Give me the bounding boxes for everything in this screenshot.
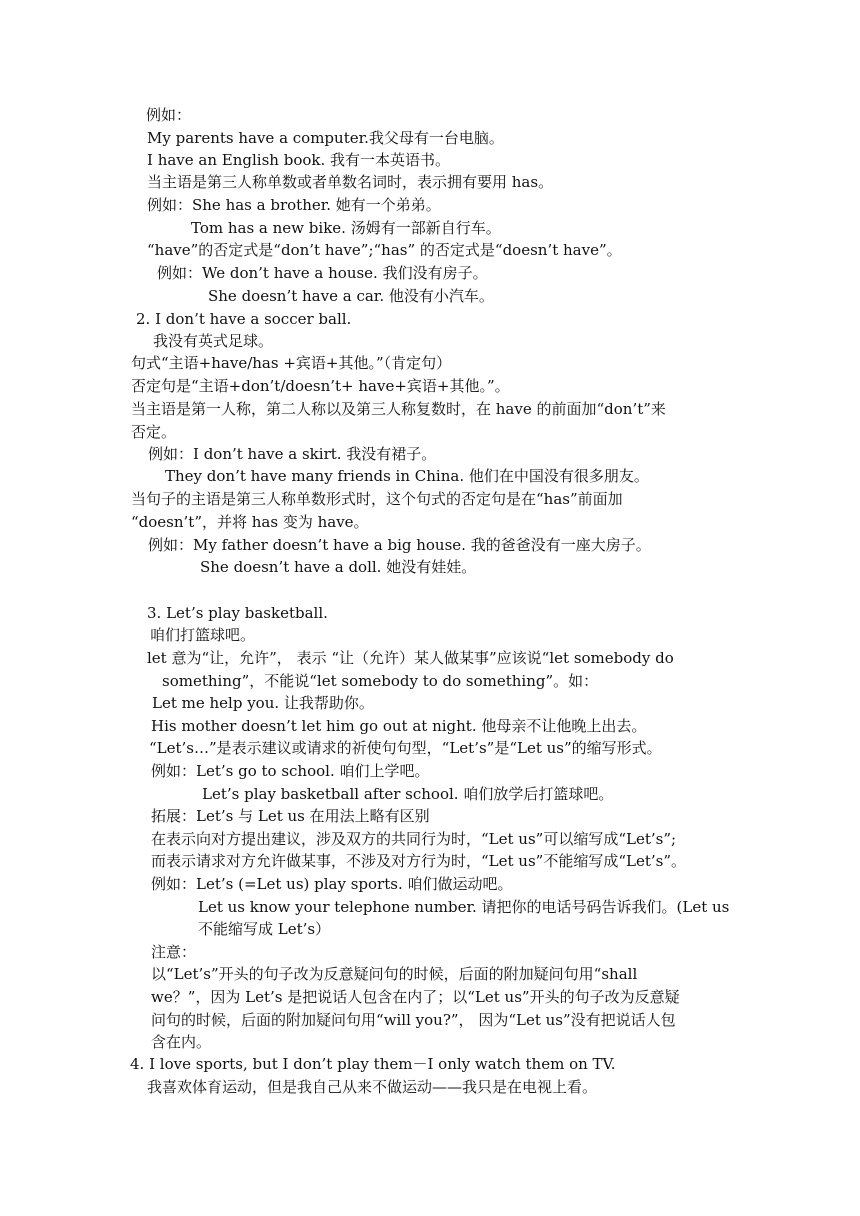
text-line: 拓展：Let’s 与 Let us 在用法上略有区别 bbox=[151, 807, 430, 825]
text-line: 2. I don’t have a soccer ball. bbox=[136, 310, 352, 328]
text-line: 当主语是第三人称单数或者单数名词时，表示拥有要用 has。 bbox=[147, 173, 554, 191]
text-line: 我喜欢体育运动，但是我自己从来不做运动——我只是在电视上看。 bbox=[147, 1078, 598, 1096]
text-line: 例如：We don’t have a house. 我们没有房子。 bbox=[157, 264, 488, 282]
text-line: 我没有英式足球。 bbox=[153, 332, 274, 350]
text-line: Let’s play basketball after school. 咱们放学后打篮球吧。 bbox=[202, 785, 614, 803]
text-line: They don’t have many friends in China. 他们在中国没有很多朋友。 bbox=[165, 467, 649, 485]
text-line: 注意： bbox=[151, 943, 197, 961]
text-line: 而表示请求对方允许做某事，不涉及对方行为时，“Let us”不能缩写成“Let’s”。 bbox=[151, 852, 687, 870]
text-line: 咱们打篮球吧。 bbox=[150, 626, 256, 644]
text-line: His mother doesn’t let him go out at night. 他母亲不让他晚上出去。 bbox=[151, 717, 647, 735]
text-line: She doesn’t have a car. 他没有小汽车。 bbox=[208, 287, 494, 305]
text-line: Let us know your telephone number. 请把你的电话号码告诉我们。(Let us bbox=[198, 898, 730, 916]
text-line: 含在内。 bbox=[151, 1033, 212, 1051]
text-line: Tom has a new bike. 汤姆有一部新自行车。 bbox=[191, 219, 501, 237]
text-line: 3. Let’s play basketball. bbox=[147, 604, 328, 622]
text-line: 在表示向对方提出建议，涉及双方的共同行为时，“Let us”可以缩写成“Let’s”; bbox=[151, 830, 677, 848]
text-line: I have an English book. 我有一本英语书。 bbox=[147, 151, 451, 169]
text-line: My parents have a computer.我父母有一台电脑。 bbox=[147, 129, 504, 147]
text-line: 当主语是第一人称，第二人称以及第三人称复数时，在 have 的前面加“don’t”来 bbox=[131, 400, 666, 418]
text-line: 例如：I don’t have a skirt. 我没有裙子。 bbox=[148, 445, 437, 463]
text-line: “have”的否定式是“don’t have”;“has” 的否定式是“doesn’t have”。 bbox=[147, 241, 622, 259]
text-line: let 意为“让，允许”， 表示 “让（允许）某人做某事”应该说“let somebody do bbox=[147, 649, 674, 667]
text-line: 否定。 bbox=[131, 423, 177, 441]
text-line: 4. I love sports, but I don’t play them－I only watch them on TV. bbox=[130, 1055, 616, 1073]
text-line: 不能缩写成 Let’s） bbox=[198, 920, 331, 938]
text-line: we？”，因为 Let’s 是把说话人包含在内了；以“Let us”开头的句子改为反意疑 bbox=[151, 988, 680, 1006]
text-line: “doesn’t”，并将 has 变为 have。 bbox=[131, 513, 369, 531]
text-line: something”，不能说“let somebody to do something”。如： bbox=[162, 672, 599, 690]
text-line: 例如：She has a brother. 她有一个弟弟。 bbox=[147, 196, 441, 214]
text-line: 当句子的主语是第三人称单数形式时，这个句式的否定句是在“has”前面加 bbox=[131, 490, 623, 508]
text-line: She doesn’t have a doll. 她没有娃娃。 bbox=[200, 558, 477, 576]
text-line: 例如：Let’s go to school. 咱们上学吧。 bbox=[151, 762, 430, 780]
text-line: 例如：Let’s (=Let us) play sports. 咱们做运动吧。 bbox=[151, 875, 513, 893]
text-line: 以“Let’s”开头的句子改为反意疑问句的时候，后面的附加疑问句用“shall bbox=[151, 965, 638, 983]
text-line: “Let’s…”是表示建议或请求的祈使句句型，“Let’s”是“Let us”的缩写形式。 bbox=[149, 739, 662, 757]
text-line: 句式“主语+have/has +宾语+其他。”（肯定句） bbox=[131, 354, 452, 372]
text-line: 问句的时候，后面的附加疑问句用“will you?”， 因为“Let us”没有把说话人包 bbox=[151, 1011, 676, 1029]
text-line: 例如：My father doesn’t have a big house. 我的爸爸没有一座大房子。 bbox=[148, 536, 651, 554]
text-line: Let me help you. 让我帮助你。 bbox=[152, 694, 374, 712]
text-line: 否定句是“主语+don’t/doesn’t+ have+宾语+其他。”。 bbox=[131, 377, 510, 395]
text-line: 例如： bbox=[146, 106, 192, 124]
